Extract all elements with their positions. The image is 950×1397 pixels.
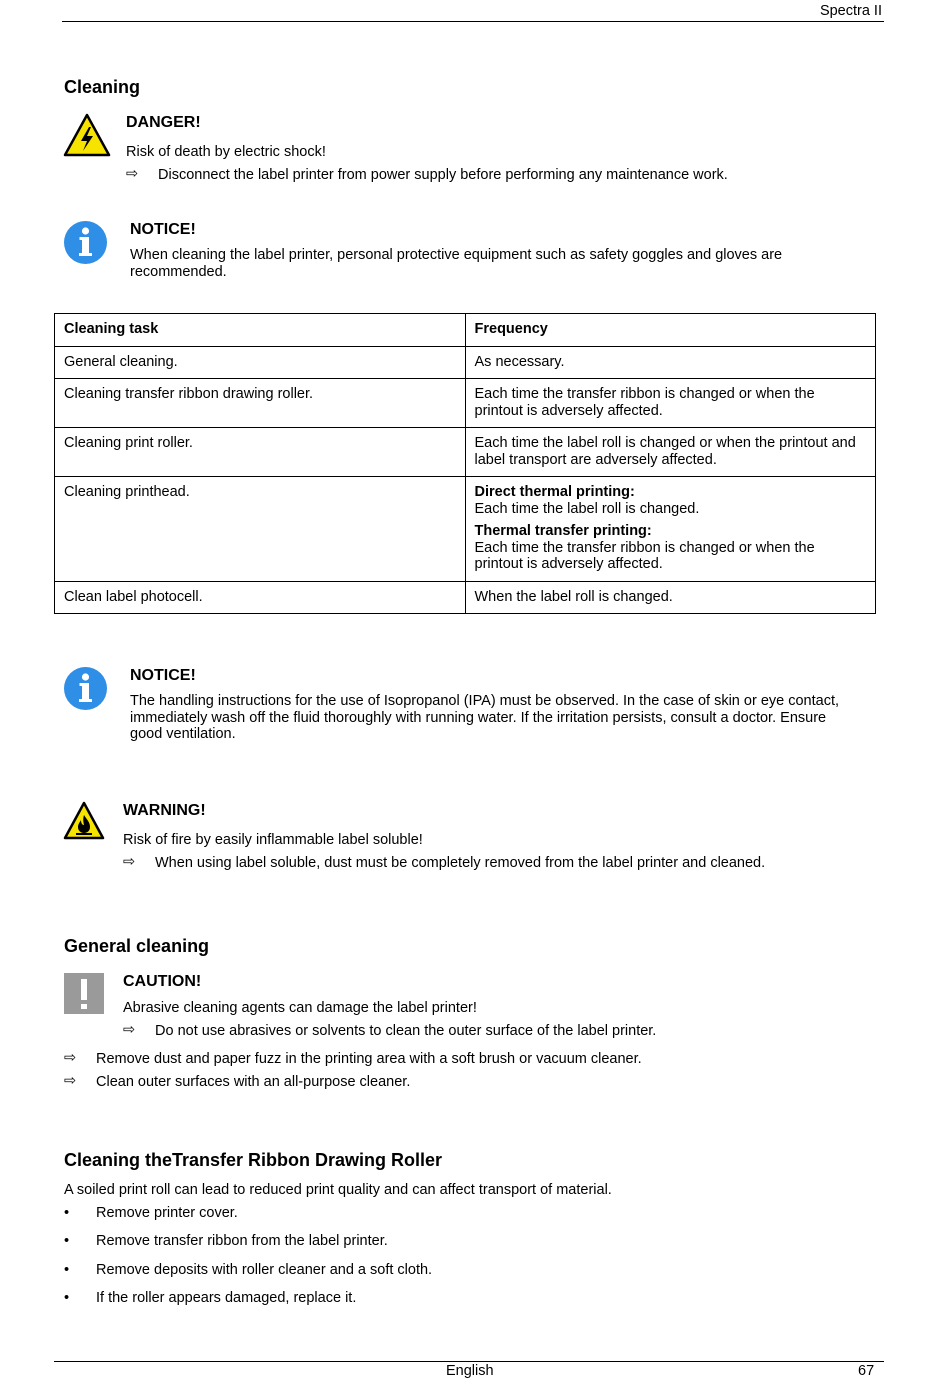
frequency-cell: Each time the label roll is changed or when the printout and label transport are adversely affected. [465, 428, 876, 477]
notice-title: NOTICE! [130, 667, 196, 684]
section-title-ribbon-roller: Cleaning theTransfer Ribbon Drawing Roller [64, 1150, 443, 1170]
notice-text-line: good ventilation. [130, 726, 236, 742]
frequency-text: Each time the transfer ribbon is changed or when the printout is adversely affected. [474, 539, 815, 572]
table-row [55, 477, 876, 582]
footer-language: English [446, 1363, 494, 1379]
notice-text-line: When cleaning the label printer, personal protective equipment such as safety goggles and gloves are [130, 247, 783, 263]
warning-title: WARNING! [123, 802, 206, 819]
task-cell: Cleaning transfer ribbon drawing roller. [55, 379, 466, 428]
section-intro: A soiled print roll can lead to reduced print quality and can affect transport of material. [64, 1182, 612, 1198]
bullet-icon: • [64, 1233, 70, 1249]
arrow-icon: ⇨ [64, 1050, 77, 1066]
table-row [55, 346, 876, 379]
arrow-icon: ⇨ [126, 166, 139, 182]
arrow-icon: ⇨ [123, 1022, 136, 1038]
arrow-icon: ⇨ [64, 1073, 77, 1089]
table-row [55, 581, 876, 614]
caution-exclamation-icon [64, 973, 104, 1014]
bullet-icon: • [64, 1205, 70, 1221]
frequency-cell: When the label roll is changed. [465, 581, 876, 614]
frequency-subheading: Thermal transfer printing: [474, 523, 652, 539]
section-title-general-cleaning: General cleaning [64, 936, 210, 956]
list-item: Remove deposits with roller cleaner and a soft cloth. [96, 1262, 433, 1278]
task-cell: General cleaning. [55, 346, 466, 379]
section-title-cleaning: Cleaning [64, 77, 141, 97]
task-cell: Cleaning print roller. [55, 428, 466, 477]
list-item: Remove transfer ribbon from the label printer. [96, 1233, 388, 1249]
arrow-icon: ⇨ [123, 854, 136, 870]
list-item: If the roller appears damaged, replace it. [96, 1290, 357, 1306]
cleaning-schedule-table [54, 313, 876, 614]
danger-text: Risk of death by electric shock! [126, 144, 326, 160]
page-number: 67 [858, 1363, 875, 1379]
warning-text: Risk of fire by easily inflammable label soluble! [123, 832, 423, 848]
frequency-cell: As necessary. [465, 346, 876, 379]
bullet-icon: • [64, 1290, 70, 1306]
frequency-subheading: Direct thermal printing: [474, 484, 635, 500]
frequency-cell: Each time the transfer ribbon is changed or when the printout is adversely affected. [465, 379, 876, 428]
table-row [55, 428, 876, 477]
caution-step: Do not use abrasives or solvents to clean the outer surface of the label printer. [155, 1023, 657, 1039]
caution-title: CAUTION! [123, 973, 202, 990]
info-icon [63, 666, 108, 711]
caution-text: Abrasive cleaning agents can damage the label printer! [123, 1000, 477, 1016]
instruction-step: Remove dust and paper fuzz in the printing area with a soft brush or vacuum cleaner. [96, 1051, 642, 1067]
electric-hazard-icon [63, 113, 111, 157]
danger-step: Disconnect the label printer from power supply before performing any maintenance work. [158, 167, 728, 183]
column-header-frequency: Frequency [465, 314, 876, 347]
warning-step: When using label soluble, dust must be completely removed from the label printer and cleaned. [155, 855, 766, 871]
header-rule [62, 21, 884, 22]
table-row [55, 379, 876, 428]
notice-text-line: The handling instructions for the use of Isopropanol (IPA) must be observed. In the case of skin or eye contact, [130, 693, 840, 709]
notice-title: NOTICE! [130, 221, 196, 238]
bullet-icon: • [64, 1262, 70, 1278]
instruction-step: Clean outer surfaces with an all-purpose cleaner. [96, 1074, 411, 1090]
info-icon [63, 220, 108, 265]
notice-text-line: recommended. [130, 264, 227, 280]
frequency-cell [465, 477, 876, 582]
frequency-text: Each time the label roll is changed. [474, 500, 700, 517]
column-header-task: Cleaning task [55, 314, 466, 347]
fire-hazard-icon [63, 801, 105, 840]
task-cell: Cleaning printhead. [55, 477, 466, 582]
notice-text-line: immediately wash off the fluid thoroughly with running water. If the irritation persists, consult a doctor. Ensure [130, 710, 827, 726]
danger-title: DANGER! [126, 114, 201, 131]
task-cell: Clean label photocell. [55, 581, 466, 614]
table-header-row [55, 314, 876, 347]
list-item: Remove printer cover. [96, 1205, 238, 1221]
footer-rule [54, 1361, 884, 1362]
running-header: Spectra II [819, 3, 882, 19]
